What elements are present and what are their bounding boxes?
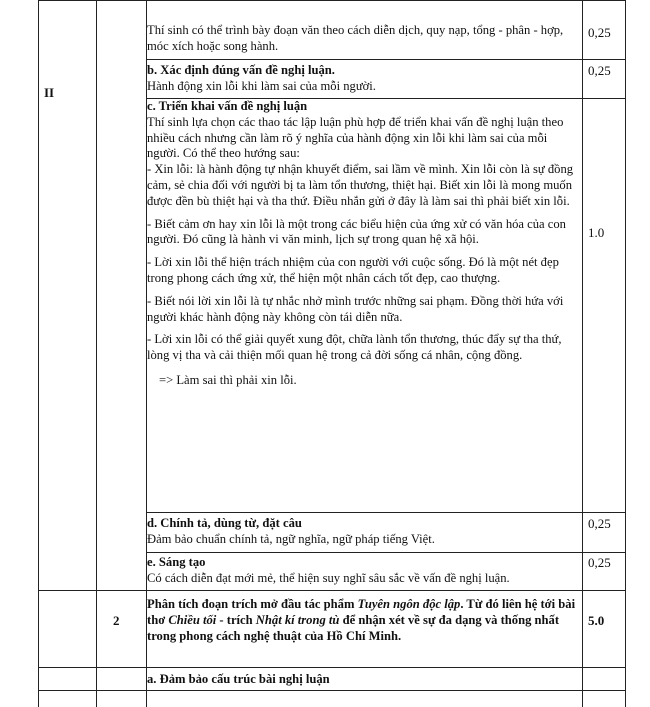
score: 0,25 (588, 516, 611, 531)
row-divider (146, 512, 626, 513)
criterion-body: Có cách diễn đạt mới mẻ, thể hiện suy nghĩ sâu sắc về vấn đề nghị luận. (147, 570, 510, 585)
row-divider (38, 667, 626, 668)
task-text: để nhận xét về sự đa dạng và thống nhất trong phong cách nghệ thuật của Hồ Chí Minh. (147, 613, 560, 643)
criterion-intro: Thí sinh lựa chọn các thao tác lập luận phù hợp để triển khai vấn đề nghị luận theo nhiều cách nhưng cần làm rõ ý nghĩa của hành động xin lỗi khi làm sai của mỗi người. Có thể theo hướng sau: (147, 114, 564, 161)
conclusion: => Làm sai thì phải xin lỗi. (159, 372, 297, 387)
task-text: . Từ đó liên hệ tới bài thơ (147, 597, 576, 627)
argument-point: - Biết nói lời xin lỗi là tự nhắc nhở mình trước những sai phạm. Đồng thời hứa với người khác hành động này không còn tái diễn nữa. (147, 293, 564, 324)
criterion-body: Hành động xin lỗi khi làm sai của mỗi người. (147, 78, 376, 93)
score: 0,25 (588, 63, 611, 78)
task-statement (147, 596, 577, 644)
task-text: Phân tích đoạn trích mở đầu tác phẩm (147, 597, 358, 611)
argument-point: - Biết cảm ơn hay xin lỗi là một trong các biểu hiện của ứng xử có văn hóa của con người. Đó cũng là hành vi văn minh, lịch sự trong quan hệ xã hội. (147, 216, 566, 247)
row-divider (38, 0, 626, 1)
argument-point: - Xin lỗi: là hành động tự nhận khuyết điểm, sai lầm về mình. Xin lỗi còn là sự đồng cảm, sẻ chia đối với người bị ta làm tổn thương, thiệt hại. Biết xin lỗi là mong muốn được đền bù thiệt hại và tha thứ. Điều nhắn gửi ở đây là làm sai thì phải biết xin lỗi. (147, 162, 574, 208)
row-divider (146, 59, 626, 60)
column-divider (625, 0, 626, 707)
criterion-text (147, 99, 577, 389)
score: 0,25 (588, 25, 611, 40)
work-title: Tuyên ngôn độc lập (357, 597, 461, 611)
column-divider (38, 0, 39, 707)
row-divider (38, 590, 626, 591)
scoring-table (38, 0, 626, 707)
column-divider (582, 0, 583, 707)
row-divider (146, 552, 626, 553)
criterion-text (147, 516, 577, 548)
score: 1.0 (588, 225, 605, 240)
criterion-body: Đảm bảo chuẩn chính tả, ngữ nghĩa, ngữ pháp tiếng Việt. (147, 531, 435, 546)
criterion-text (147, 555, 577, 587)
task-text: - trích (216, 613, 256, 627)
criterion-text (147, 63, 577, 95)
criterion-heading: d. Chính tả, dùng từ, đặt câu (147, 516, 302, 530)
score: 5.0 (588, 613, 605, 628)
criterion-heading: a. Đảm bảo cấu trúc bài nghị luận (147, 672, 330, 686)
score: 0,25 (588, 555, 611, 570)
column-divider (96, 0, 97, 707)
criterion-body: Thí sinh có thể trình bày đoạn văn theo cách diễn dịch, quy nạp, tổng - phân - hợp, móc xích hoặc song hành. (147, 23, 564, 53)
question-number: 2 (113, 613, 120, 628)
argument-point: - Lời xin lỗi thể hiện trách nhiệm của con người với cuộc sống. Đó là một nét đẹp trong phong cách ứng xử, thể hiện một nhân cách tốt đẹp, cao thượng. (147, 255, 559, 285)
criterion-text (147, 23, 577, 55)
argument-point: - Lời xin lỗi có thể giải quyết xung đột, chữa lành tổn thương, thúc đẩy sự tha thứ, lòng vị tha và cải thiện mối quan hệ trong cả đời sống cá nhân, cộng đồng. (147, 332, 562, 363)
criterion-text (147, 672, 577, 688)
poem-title: Chiều tối (168, 613, 217, 627)
criterion-heading: b. Xác định đúng vấn đề nghị luận. (147, 63, 335, 77)
criterion-heading: e. Sáng tạo (147, 555, 206, 569)
row-divider (38, 690, 626, 691)
criterion-heading: c. Triển khai vấn đề nghị luận (147, 99, 308, 113)
part-label: II (44, 85, 55, 100)
collection-title: Nhật kí trong tù (255, 613, 340, 627)
